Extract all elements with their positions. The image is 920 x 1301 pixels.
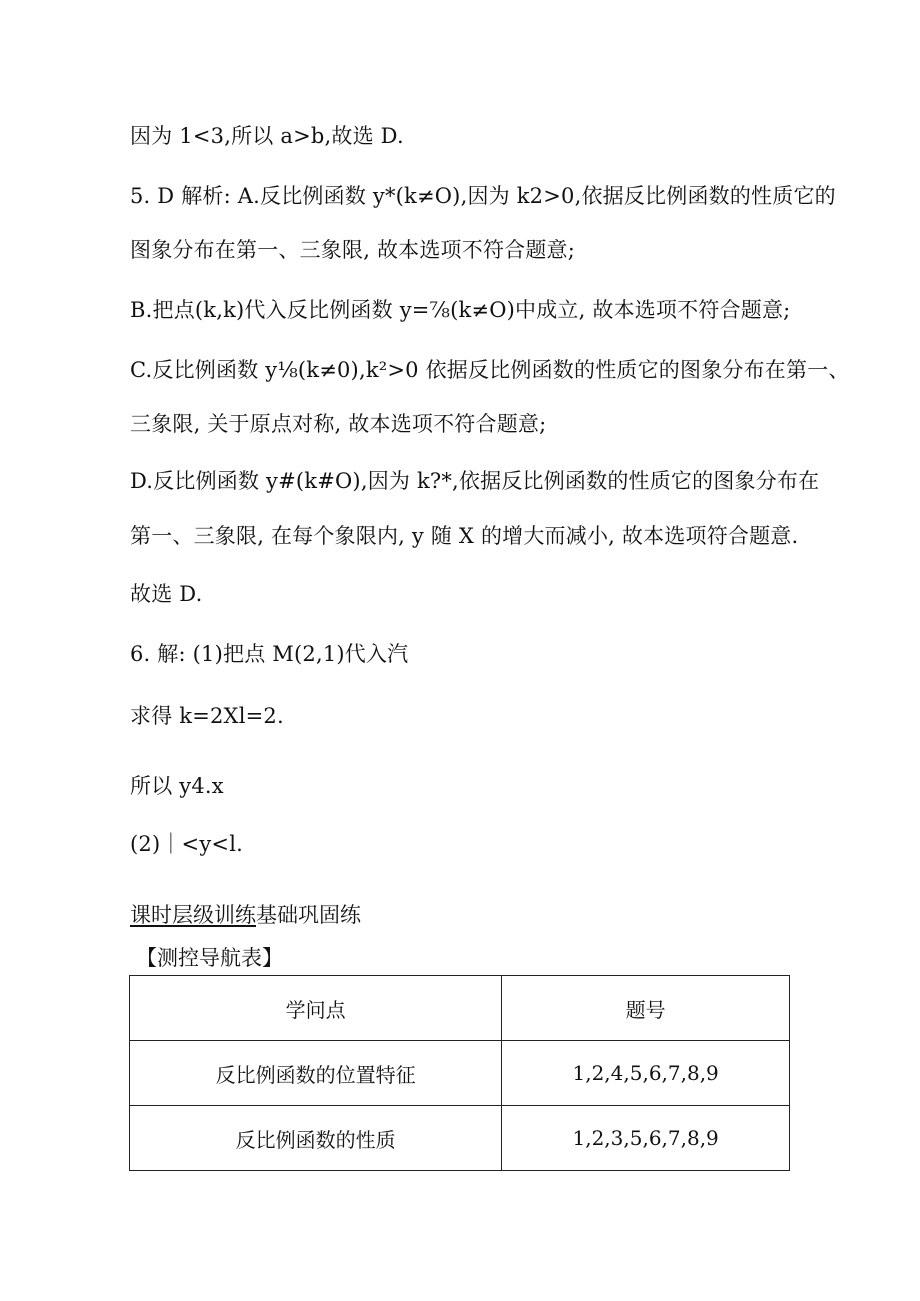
table-header-question-numbers: 题号 — [502, 976, 790, 1041]
table-row — [130, 1106, 790, 1171]
table-cell-numbers: 1,2,4,5,6,7,8,9 — [502, 1041, 790, 1106]
section-heading-underlined: 课时层级训练 — [130, 903, 256, 927]
navigation-table — [129, 975, 790, 1171]
text-line-11: 求得 k=2Xl=2. — [130, 704, 284, 728]
text-line-1: 因为 1<3,所以 a>b,故选 D. — [130, 124, 404, 148]
text-line-10: 6. 解: (1)把点 M(2,1)代入汽 — [130, 642, 409, 666]
text-line-6: 三象限, 关于原点对称, 故本选项不符合题意; — [130, 412, 547, 436]
text-line-5: C.反比例函数 y⅛(k≠0),k²>0 依据反比例函数的性质它的图象分布在第一、 — [130, 358, 850, 382]
section-heading-rest: 基础巩固练 — [256, 903, 361, 927]
section-heading — [130, 900, 361, 930]
table-row — [130, 1041, 790, 1106]
text-line-4: B.把点(k,k)代入反比例函数 y=⅞(k≠O)中成立, 故本选项不符合题意; — [130, 298, 791, 322]
table-cell-topic: 反比例函数的位置特征 — [130, 1041, 502, 1106]
table-cell-topic: 反比例函数的性质 — [130, 1106, 502, 1171]
text-line-12: 所以 y4.x — [130, 774, 224, 798]
text-line-8: 第一、三象限, 在每个象限内, y 随 X 的增大而减小, 故本选项符合题意. — [130, 524, 799, 548]
text-line-9: 故选 D. — [130, 582, 203, 606]
table-header-knowledge-point: 学问点 — [130, 976, 502, 1041]
text-line-13: (2)｜<y<l. — [130, 832, 243, 856]
text-line-7: D.反比例函数 y#(k#O),因为 k?*,依据反比例函数的性质它的图象分布在 — [130, 469, 820, 493]
table-header-row — [130, 976, 790, 1041]
text-line-3: 图象分布在第一、三象限, 故本选项不符合题意; — [130, 238, 576, 262]
table-title: 【测控导航表】 — [136, 946, 283, 970]
table-cell-numbers: 1,2,3,5,6,7,8,9 — [502, 1106, 790, 1171]
text-line-2: 5. D 解析: A.反比例函数 y*(k≠O),因为 k2>0,依据反比例函数的性质它的 — [130, 184, 836, 208]
